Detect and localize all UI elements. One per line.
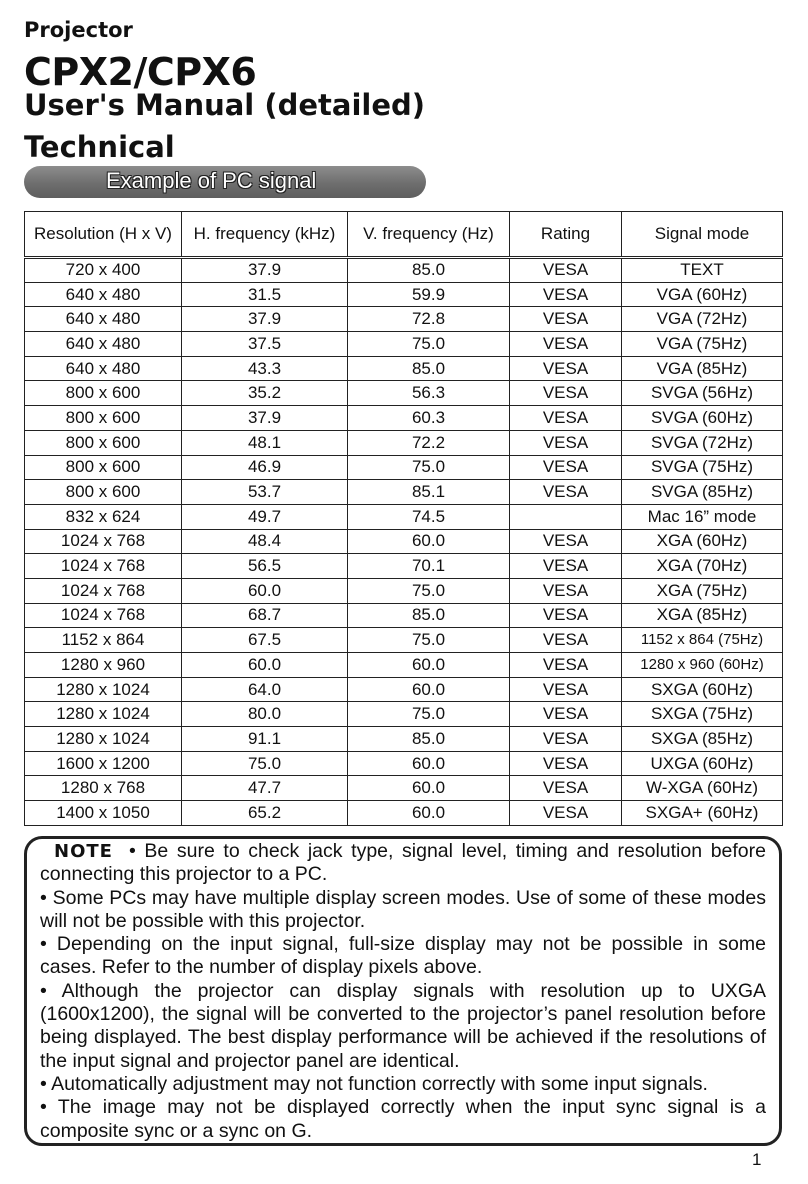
table-row xyxy=(25,258,783,283)
table-cell: 60.0 xyxy=(348,801,510,826)
table-cell: 1280 x 1024 xyxy=(25,727,182,752)
note-item xyxy=(40,933,766,980)
table-header-row xyxy=(25,212,783,258)
table-cell: SXGA (85Hz) xyxy=(622,727,783,752)
table-cell: VESA xyxy=(510,578,622,603)
table-cell: 60.0 xyxy=(182,653,348,678)
table-cell: 91.1 xyxy=(182,727,348,752)
table-cell: 800 x 600 xyxy=(25,480,182,505)
table-cell: TEXT xyxy=(622,258,783,283)
note-label: NOTE xyxy=(54,841,113,862)
table-cell: 75.0 xyxy=(348,702,510,727)
table-cell: W-XGA (60Hz) xyxy=(622,776,783,801)
table-cell: 640 x 480 xyxy=(25,307,182,332)
column-header: Signal mode xyxy=(622,212,783,258)
table-row xyxy=(25,307,783,332)
table-cell: 640 x 480 xyxy=(25,282,182,307)
table-cell: VESA xyxy=(510,381,622,406)
table-row xyxy=(25,578,783,603)
table-row xyxy=(25,332,783,357)
table-cell: 1280 x 960 (60Hz) xyxy=(622,653,783,678)
table-cell: 48.4 xyxy=(182,529,348,554)
pc-signal-table xyxy=(24,211,783,826)
table-cell: 640 x 480 xyxy=(25,332,182,357)
table-cell: 48.1 xyxy=(182,430,348,455)
table-cell: VESA xyxy=(510,677,622,702)
table-cell: 1152 x 864 (75Hz) xyxy=(622,628,783,653)
table-cell: 60.3 xyxy=(348,406,510,431)
table-cell: VESA xyxy=(510,455,622,480)
table-row xyxy=(25,801,783,826)
table-cell: 75.0 xyxy=(348,455,510,480)
table-cell: 72.8 xyxy=(348,307,510,332)
table-cell: SVGA (75Hz) xyxy=(622,455,783,480)
table-cell: 59.9 xyxy=(348,282,510,307)
table-row xyxy=(25,653,783,678)
table-cell: 80.0 xyxy=(182,702,348,727)
table-cell: SVGA (72Hz) xyxy=(622,430,783,455)
table-row xyxy=(25,751,783,776)
table-row xyxy=(25,356,783,381)
table-cell: VESA xyxy=(510,801,622,826)
table-cell: 75.0 xyxy=(348,578,510,603)
table-cell: 53.7 xyxy=(182,480,348,505)
table-row xyxy=(25,455,783,480)
table-row xyxy=(25,381,783,406)
table-cell: 47.7 xyxy=(182,776,348,801)
manual-title: User's Manual (detailed) xyxy=(24,88,426,122)
note-item-text: • Depending on the input signal, full-size display may not be possible in some cases. Refer to the number of display pixels above. xyxy=(40,933,766,979)
table-cell: 85.0 xyxy=(348,727,510,752)
table-cell: 1400 x 1050 xyxy=(25,801,182,826)
table-cell: 1024 x 768 xyxy=(25,529,182,554)
table-cell: 60.0 xyxy=(348,529,510,554)
table-body xyxy=(25,258,783,826)
table-row xyxy=(25,702,783,727)
column-header: V. frequency (Hz) xyxy=(348,212,510,258)
table-cell: 1024 x 768 xyxy=(25,578,182,603)
table-cell: XGA (60Hz) xyxy=(622,529,783,554)
table-cell: VESA xyxy=(510,751,622,776)
table-cell: VESA xyxy=(510,554,622,579)
table-cell: VGA (60Hz) xyxy=(622,282,783,307)
table-cell: 35.2 xyxy=(182,381,348,406)
table-cell: 800 x 600 xyxy=(25,381,182,406)
table-cell: 37.9 xyxy=(182,406,348,431)
table-cell: 37.9 xyxy=(182,307,348,332)
table-row xyxy=(25,554,783,579)
note-item-text: • Some PCs may have multiple display screen modes. Use of some of these modes will not be possible with this projector. xyxy=(40,886,766,932)
table-cell: 800 x 600 xyxy=(25,455,182,480)
table-cell: 720 x 400 xyxy=(25,258,182,283)
table-cell: VESA xyxy=(510,332,622,357)
table-cell: 74.5 xyxy=(348,504,510,529)
table-cell: VESA xyxy=(510,430,622,455)
table-row xyxy=(25,628,783,653)
page-number: 1 xyxy=(752,1150,762,1169)
column-header: Rating xyxy=(510,212,622,258)
table-cell: 64.0 xyxy=(182,677,348,702)
table-cell: 85.0 xyxy=(348,603,510,628)
table-cell: XGA (70Hz) xyxy=(622,554,783,579)
table-cell: 37.5 xyxy=(182,332,348,357)
table-cell: 60.0 xyxy=(348,653,510,678)
table-cell: VESA xyxy=(510,776,622,801)
table-cell: 56.5 xyxy=(182,554,348,579)
table-cell: VESA xyxy=(510,628,622,653)
table-cell: 72.2 xyxy=(348,430,510,455)
table-cell: Mac 16” mode xyxy=(622,504,783,529)
table-cell: 1280 x 960 xyxy=(25,653,182,678)
table-cell: VESA xyxy=(510,406,622,431)
subsection-title: Example of PC signal xyxy=(106,168,317,193)
table-cell: 800 x 600 xyxy=(25,430,182,455)
model-title: CPX2/CPX6 xyxy=(24,50,257,94)
table-cell: XGA (75Hz) xyxy=(622,578,783,603)
table-cell: 1024 x 768 xyxy=(25,554,182,579)
table-row xyxy=(25,776,783,801)
table-row xyxy=(25,603,783,628)
table-cell: 60.0 xyxy=(182,578,348,603)
table-cell: XGA (85Hz) xyxy=(622,603,783,628)
table-cell: 1024 x 768 xyxy=(25,603,182,628)
brand-label: Projector xyxy=(24,18,133,42)
table-cell: 640 x 480 xyxy=(25,356,182,381)
table-cell: 75.0 xyxy=(348,628,510,653)
note-item xyxy=(40,1073,766,1096)
table-cell: 85.0 xyxy=(348,356,510,381)
table-row xyxy=(25,430,783,455)
table-cell: VESA xyxy=(510,480,622,505)
table-cell: 1280 x 1024 xyxy=(25,702,182,727)
table-cell: 75.0 xyxy=(182,751,348,776)
note-item-text: • The image may not be displayed correctly when the input sync signal is a composite sync or a sync on G. xyxy=(40,1096,766,1142)
table-row xyxy=(25,282,783,307)
table-cell: 31.5 xyxy=(182,282,348,307)
table-cell: 46.9 xyxy=(182,455,348,480)
table-cell: VGA (72Hz) xyxy=(622,307,783,332)
note-item xyxy=(40,980,766,1073)
table-cell: 85.0 xyxy=(348,258,510,283)
column-header: H. frequency (kHz) xyxy=(182,212,348,258)
note-content xyxy=(40,840,766,1143)
table-cell: 832 x 624 xyxy=(25,504,182,529)
note-item xyxy=(40,1096,766,1143)
table-cell: 60.0 xyxy=(348,751,510,776)
table-row xyxy=(25,504,783,529)
subsection-banner xyxy=(24,166,426,198)
table-cell: 800 x 600 xyxy=(25,406,182,431)
table-cell: SXGA (75Hz) xyxy=(622,702,783,727)
table-cell: SVGA (85Hz) xyxy=(622,480,783,505)
table-row xyxy=(25,727,783,752)
note-item-text: • Automatically adjustment may not function correctly with some input signals. xyxy=(40,1072,708,1095)
table-cell: 43.3 xyxy=(182,356,348,381)
table-cell: VESA xyxy=(510,307,622,332)
table-cell: 1280 x 768 xyxy=(25,776,182,801)
table-cell: VGA (75Hz) xyxy=(622,332,783,357)
table-cell xyxy=(510,504,622,529)
table-cell: 60.0 xyxy=(348,677,510,702)
table-cell: VESA xyxy=(510,727,622,752)
table-cell: 37.9 xyxy=(182,258,348,283)
table-cell: VESA xyxy=(510,356,622,381)
table-cell: VGA (85Hz) xyxy=(622,356,783,381)
table-row xyxy=(25,529,783,554)
table-cell: 85.1 xyxy=(348,480,510,505)
table-cell: 56.3 xyxy=(348,381,510,406)
table-cell: SXGA (60Hz) xyxy=(622,677,783,702)
table-cell: VESA xyxy=(510,529,622,554)
table-cell: SVGA (56Hz) xyxy=(622,381,783,406)
table-cell: SVGA (60Hz) xyxy=(622,406,783,431)
table-cell: 67.5 xyxy=(182,628,348,653)
table-cell: SXGA+ (60Hz) xyxy=(622,801,783,826)
table-cell: VESA xyxy=(510,603,622,628)
note-item xyxy=(40,840,766,887)
table-row xyxy=(25,480,783,505)
table-cell: 70.1 xyxy=(348,554,510,579)
note-item xyxy=(40,887,766,934)
note-item-text: • Be sure to check jack type, signal level, timing and resolution before connecting this projector to a PC. xyxy=(40,840,766,886)
table-cell: 1280 x 1024 xyxy=(25,677,182,702)
table-cell: 60.0 xyxy=(348,776,510,801)
table-cell: VESA xyxy=(510,653,622,678)
table-row xyxy=(25,406,783,431)
table-cell: VESA xyxy=(510,702,622,727)
column-header: Resolution (H x V) xyxy=(25,212,182,258)
note-item-text: • Although the projector can display signals with resolution up to UXGA (1600x1200), the signal will be converted to the projector’s panel resolution before being displayed. The best display performance will be achieved if the resolutions of the input signal and projector panel are identical. xyxy=(40,979,766,1072)
table-cell: 49.7 xyxy=(182,504,348,529)
table-cell: VESA xyxy=(510,258,622,283)
table-cell: 75.0 xyxy=(348,332,510,357)
table-cell: 65.2 xyxy=(182,801,348,826)
table-cell: VESA xyxy=(510,282,622,307)
table-row xyxy=(25,677,783,702)
table-cell: UXGA (60Hz) xyxy=(622,751,783,776)
table-cell: 1600 x 1200 xyxy=(25,751,182,776)
section-title: Technical xyxy=(24,130,175,164)
table-cell: 1152 x 864 xyxy=(25,628,182,653)
table-cell: 68.7 xyxy=(182,603,348,628)
